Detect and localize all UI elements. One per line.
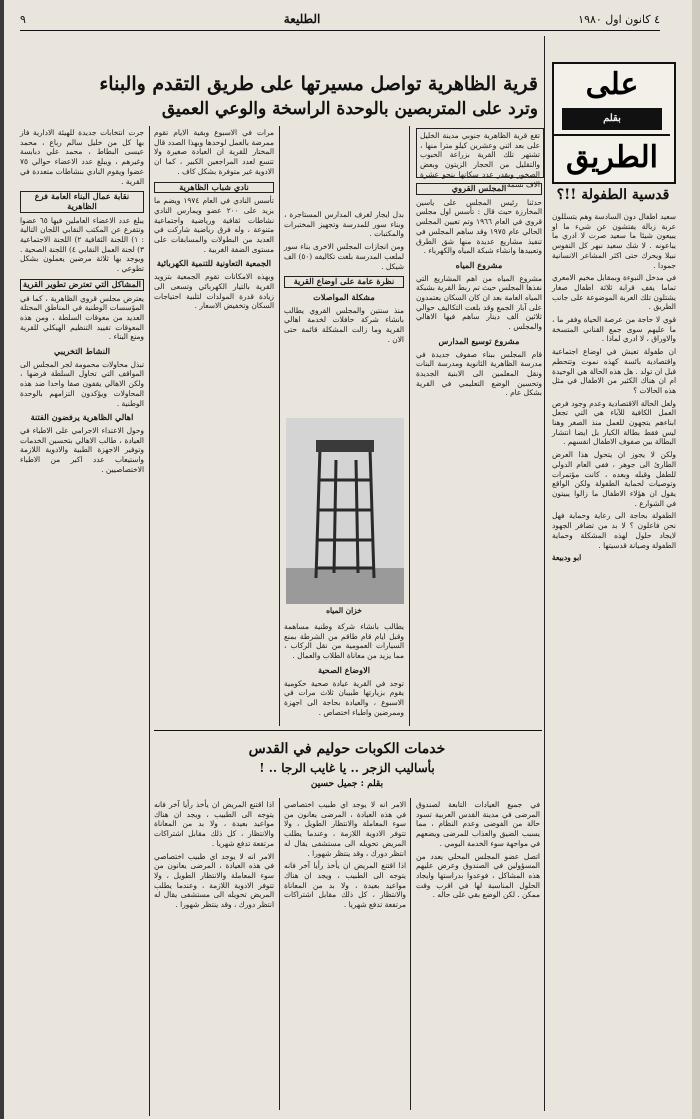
subheading: نادي شباب الظاهرية	[154, 182, 274, 194]
paragraph: الامر انه لا يوجد اي طبيب اختصاصي في هذه العيادة ، المرضى يعانون من سوء المعاملة والانتظار الطويل ، ولا تتوفر الادوية اللازمة ، وعندما يطلب المريض تحويله الى مستشفى يقال له انتظر دورك ، وقد ينتظر شهورا .	[284, 800, 406, 858]
main-headline-line2: وترد على المتربصين بالوحدة الراسخة والوعي العميق	[161, 99, 538, 119]
article2-headline1: خدمات الكوبات حوليم في القدس	[248, 741, 446, 757]
article2-column-2	[284, 800, 406, 1110]
header-page-number: ٩	[20, 12, 26, 26]
paragraph: وبهذه الامكانات تقوم الجمعية بتزويد القرية بالتيار الكهربائي وتسعى الى زيادة قدرة المولدات لتلبية احتياجات السكان وتخفيض الاسعار .	[154, 272, 274, 311]
article-column-b	[284, 210, 404, 418]
article-column-a	[416, 178, 542, 723]
article2-headline2: بأساليب الزجر .. يا غايب الرجا .. !	[259, 761, 435, 775]
paragraph: مرات في الاسبوع وبقية الايام تقوم ممرضة بالعمل لوحدها وبهذا الصدد قال المختار للقرية ان العيادة صغيرة ولا تتسع لعدد المراجعين الكبير ، كما ان الادوية غير متوفرة بشكل كاف .	[154, 128, 274, 176]
paragraph: يعترض مجلس قروي الظاهرية ، كما في المؤسسات الوطنية في المناطق المحتلة العديد من معوقات السلطة ، ومن هذه المعوقات تقييد التنظيم الهيكلي للقرية ومنع البناء .	[20, 293, 144, 342]
paragraph: وحول الاعتداء الاجرامي على الاطباء في العيادة ، طالب الاهالي بتحسين الخدمات وتوفير الاجهزة الطبية والادوية اللازمة واستيعاب عدد اكبر من الاطباء الاختصاصيين .	[20, 425, 144, 474]
paragraph: اذا اقتنع المريض ان يأخذ رأيا آخر فانه يتوجه الى الطبيب ، ويجد ان هناك مواعيد بعيدة ، ولا بد من المعاناة والانتظار ، كل ذلك مقابل اشتراكات مرتفعة تدفع شهريا .	[284, 861, 406, 910]
column-divider	[149, 126, 150, 1116]
subheading: اهالي الظاهرية يرفضون الفتنة	[30, 412, 134, 423]
column-logo	[552, 62, 676, 184]
article2-column-1	[416, 800, 540, 1110]
page-header	[20, 8, 660, 30]
paragraph: قام المجلس ببناء صفوف جديدة في مدرسة الظاهرية الثانوية ومدرسة البنات ونقل المعلمين الى الابنية الجديدة وتحسين الوضع التعليمي في القرية بشكل عام .	[416, 349, 542, 398]
paragraph: توجد في القرية عيادة صحية حكومية يقوم بزيارتها طبيبان ثلاث مرات في الاسبوع ، والعيادة بحاجة الى اجهزة وممرضين واطباء اختصاص .	[284, 678, 404, 717]
article2-byline: بقلم : جميل حسين	[310, 779, 384, 789]
column-divider	[409, 126, 410, 726]
column-paragraph: في مدخل النبوءة وبمقابل مخيم الامعري تماما يقف قرابة ثلاثة اطفال صغار يشتلون تلك العربة الموضوعة على جانب الطريق .	[552, 273, 676, 312]
subheading: مشروع توسيع المدارس	[438, 335, 520, 346]
column-paragraph: قوي لا حاجة من عرصة الحياة وفقر ما ، ما عليهم سوى جمع القناني المتسخة والاوراق ، لا ادري لماذا .	[552, 315, 676, 344]
article-separator	[154, 730, 542, 731]
article-column-c	[154, 128, 274, 726]
subheading: النشاط التخريبي	[53, 346, 111, 357]
logo-bottom-text: الطريق	[554, 134, 670, 180]
header-date: ٤ كانون اول ١٩٨٠	[578, 12, 660, 26]
subheading: الاوضاع الصحية	[317, 664, 371, 675]
logo-top-text: على	[585, 67, 639, 102]
paragraph: في جميع العيادات التابعة لصندوق المرضى في مدينة القدس العربية تسود حالة من الفوضى وعدم النظام ، مما يسبب الضيق والعذاب للمرضى ويضعهم في مواجهة سوء الخدمة اليومي .	[416, 800, 540, 848]
header-newspaper: الطليعة	[283, 12, 321, 26]
paragraph: اذا اقتنع المريض ان يأخذ رأيا آخر فانه يتوجه الى الطبيب ، ويجد ان هناك مواعيد بعيدة ، ولا بد من المعاناة والانتظار ، كل ذلك مقابل اشتراكات مرتفعة تدفع شهريا .	[154, 800, 274, 848]
column-paragraph: ان طفولة تعيش في اوضاع اجتماعية واقتصادية بائسة كهذه نموت وتتحطم قبل ان تولد . هل هذه الحالة هي الوحيدة ام ان هناك الكثير من الاطفال في مثل هذه الحالات ؟	[552, 347, 676, 395]
photo-caption: خزان المياه	[326, 606, 362, 615]
subheading: نظرة عامة على اوضاع القرية	[284, 276, 404, 288]
subheading: مشكلة المواصلات	[313, 291, 375, 302]
paragraph: تأسس النادي في العام ١٩٧٤ ويضم ما يزيد على ٢٠٠ عضو ويمارس النادي نشاطات ثقافية ورياضية واجتماعية متنوعة ، وله فرق رياضية شاركت في العديد من البطولات والمسابقات على مستوى الضفة الغربية .	[154, 196, 274, 254]
paragraph: ومن انجازات المجلس الاخرى بناء سور لملعب المدرسة بلغت تكاليفه (٥٠) الف شيكل .	[284, 242, 404, 271]
article-intro: تقع قرية الظاهرية جنوبي مدينة الخليل على بعد اثني وعشرين كيلو مترا منها ، تشتهر تلك القرية بزراعة الحبوب والتقليل من الحجار الزيتون وبعض الصخور ويقدر عدد سكانها بنحو عشرة الاف نسمة .	[420, 131, 540, 189]
paragraph: تبذل محاولات محمومة لجر المجلس الى المواقف التي تحاول السلطة فرضها ، ولكن الاهالي يقفون صفا واحدا ضد هذه المحاولات ويؤكدون التزامهم بالوحدة الوطنية .	[20, 359, 144, 408]
paragraph: مشروع المياه من اهم المشاريع التي نفذها المجلس حيث تم ربط القرية بشبكة المياه العامة بعد ان كان السكان يعتمدون على آبار الجمع وقد بلغت التكاليف حوالي ثلاثين الف دينار ساهم فيها الاهالي والمجلس .	[416, 273, 542, 332]
column-paragraph: ولعل الحالة الاقتصادية وعدم وجود فرص العمل الكافية للآباء هي التي تجعل ابناءهم يتجهون للعمل منذ الصغر وهنا ليس فقط بطالة الكبار بل ايضا انتشار البطالة بين صفوف الاطفال انفسهم .	[552, 398, 676, 447]
paragraph: بدل ايجار لغرف المدارس المستاجرة ، وبناء سور للمدرسة وتجهيز المختبرات والمكتبات .	[284, 210, 404, 239]
logo-middle-text: بقلم	[562, 108, 662, 130]
subheading: نقابة عمال البناء العامة فرع الظاهرية	[20, 191, 144, 212]
article-column-d	[20, 128, 144, 1113]
paragraph: يطالب بانشاء شركة وطنية مساهمة وقبل ايام قام طاقم من الشرطة بمنع السيارات العمومية من نقل الركاب ، مما يزيد من معاناة الطلاب والعمال .	[284, 622, 404, 661]
adjacent-page-edge	[692, 0, 700, 1119]
paragraph: منذ سنتين والمجلس القروي يطالب بانشاء شركة حافلات لخدمة اهالي القرية وما زالت المشكلة قائمة حتى الان .	[284, 305, 404, 344]
article-column-b-lower	[284, 622, 404, 726]
water-tower-photo	[286, 418, 404, 604]
column-paragraph: سعيد اطفال دون السادسة وهم يتسللون عربة زبالة يفتشون عن شيء ما او يبيعون شيئا ما سعيد صرت لا ادري ما يباعونه . لا شك سعيد نبهر كل النفوس نبيلا ويحرك حتى اكثر المشاعر الانسانية جمودا .	[552, 212, 676, 270]
column-divider	[410, 798, 411, 1110]
header-rule	[20, 30, 660, 31]
subheading: المشاكل التي تعترض تطوير القرية	[20, 279, 144, 291]
column-text	[552, 212, 676, 1112]
column-divider	[279, 126, 280, 726]
column-divider	[279, 798, 280, 1110]
subheading: الجمعية التعاونية للتنمية الكهربائية	[156, 258, 272, 269]
main-headline-line1: قرية الظاهرية تواصل مسيرتها على طريق التقدم والبناء	[99, 73, 538, 95]
paragraph: الامر انه لا يوجد اي طبيب اختصاصي في هذه العيادة ، المرضى يعانون من سوء المعاملة والانتظار الطويل ، ولا تتوفر الادوية اللازمة ، وعندما يطلب المريض تحويله الى مستشفى يقال له انتظر دورك ، وقد ينتظر شهورا .	[154, 851, 274, 910]
column-title: قدسية الطفولة !!؟	[556, 187, 670, 203]
paragraph: يبلغ عدد الاعضاء العاملين فيها ٦٥ عضوا وتتفرع عن المكتب النقابي اللجان التالية : ١) اللجنة الثقافية ٢) اللجنة الاجتماعية ٣) لجنة العمل النقابي ٤) اللجنة الصحية . ويوجد بها ثلاثة مرضين يعملون بشكل تطوعي .	[20, 215, 144, 274]
paragraph: حدثنا رئيس المجلس على ياسين المخارزة حيث قال : تأسس اول مجلس قروي في العام ١٩٦٦ وتم تعيين المجلس الحالي عام ١٩٧٥ وقد ساهم المجلس في تنفيذ مشاريع عديدة منها شق الطرق وتعبيدها وانشاء شبكة المياه والكهرباء .	[416, 197, 542, 256]
column-signature: ابو ودبيعة	[552, 553, 582, 563]
column-paragraph: الطفولة بحاجة الى رعاية وحماية فهل نحن فاعلون ؟ لا بد من تضافر الجهود لايجاد حلول لهذه المشكلة وحماية الطفولة وصيانة قدسيتها .	[552, 511, 676, 550]
column-divider	[544, 36, 545, 1111]
subheading: مشروع المياه	[455, 259, 503, 270]
column-paragraph: ولكن لا يجوز ان يتحول هذا العرض الطارئ الى جوهر ، ففي العام الدولي للطفل وقبله وبعده ، كانت مؤتمرات وتوصيات لحماية الطفولة ولكن الواقع يقول ان هؤلاء الاطفال ما زالوا يبيتون في الشوارع .	[552, 450, 676, 508]
paragraph: اتصل عضو المجلس المحلي بعدد من المسؤولين في الصندوق وعرض عليهم هذه المشاكل ، فوعدوا بدراستها وايجاد الحلول المناسبة لها في اقرب وقت ممكن . لكن الوضع بقي على حاله .	[416, 851, 540, 900]
article2-column-3	[154, 800, 274, 1110]
newspaper-page	[4, 0, 692, 1119]
paragraph: جرت انتخابات جديدة للهيئة الادارية فاز بها كل من خليل سالم رباع ، محمد عيسى البطاط ، محمد علي دبابسة وغيرهم ، ويبلغ عدد الاعضاء حوالي ٧٥ عضوا ويقوم النادي بنشاطات متعددة في القرية .	[20, 128, 144, 186]
subheading: المجلس القروي	[416, 183, 542, 195]
